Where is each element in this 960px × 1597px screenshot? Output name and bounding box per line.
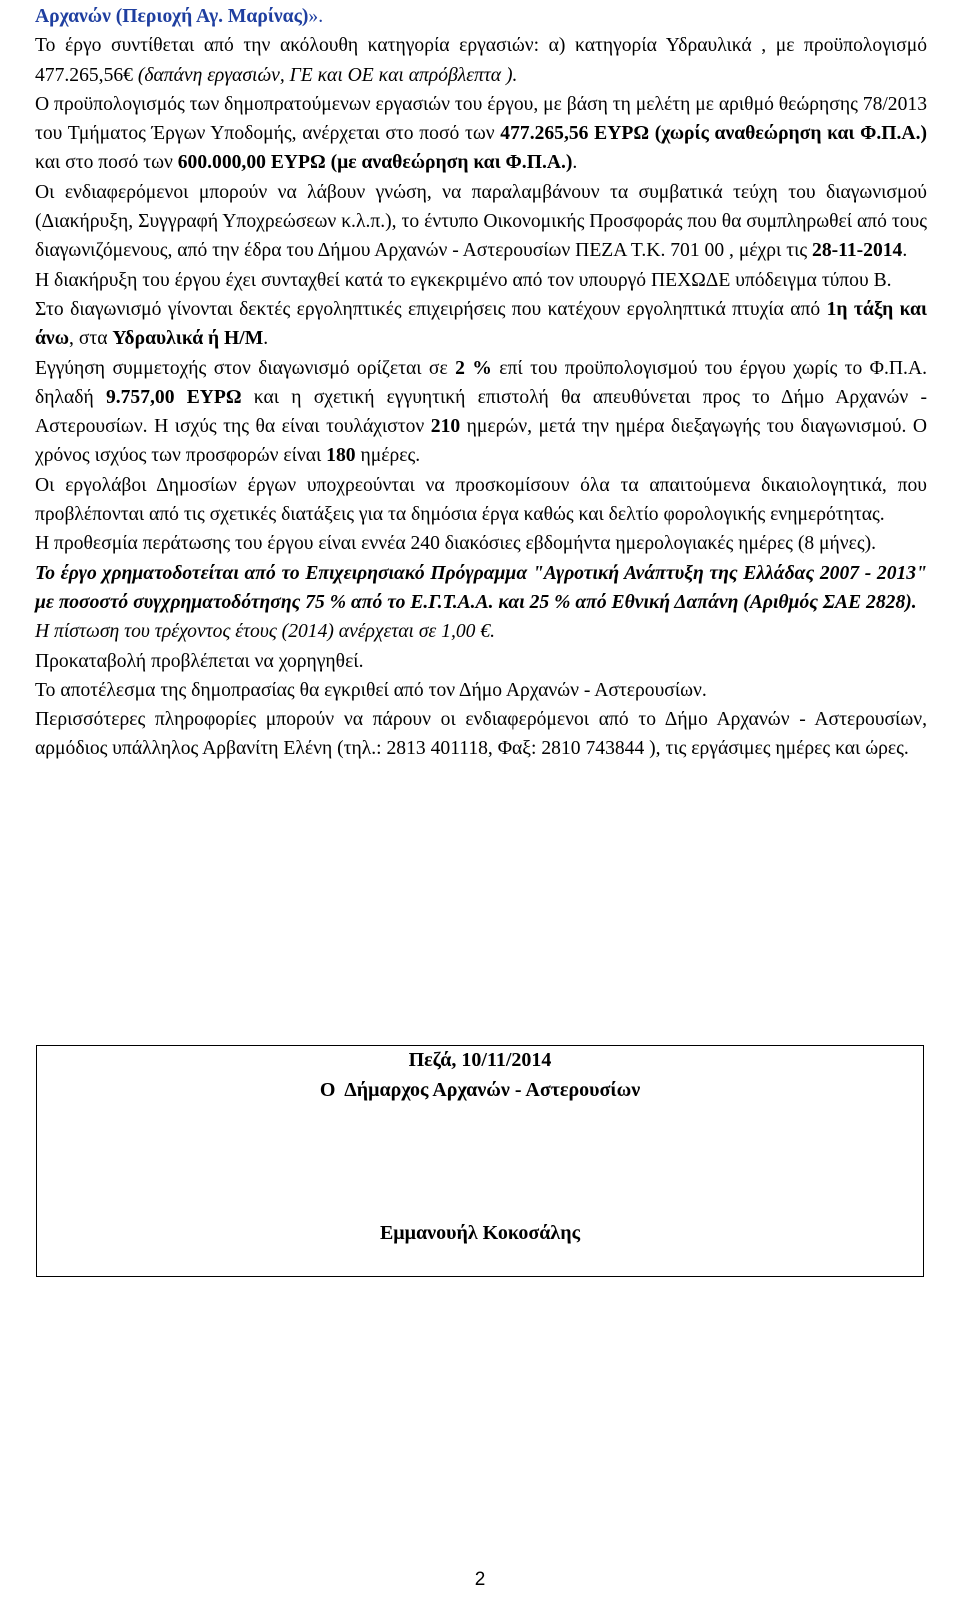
offer-validity-days: 180 xyxy=(326,445,356,467)
paragraph-category xyxy=(35,31,927,90)
paragraph-declaration xyxy=(35,266,927,295)
advance-text: Προκαταβολή προβλέπεται να χορηγηθεί. xyxy=(35,650,364,672)
paragraph-documents xyxy=(35,178,927,266)
eligibility-class: 1η τάξη και άνω xyxy=(35,298,927,350)
signature-place-date: Πεζά, 10/11/2014 xyxy=(408,1049,552,1071)
paragraph-guarantee xyxy=(35,354,927,471)
declaration-text: Η διακήρυξη του έργου έχει συνταχθεί κατά το εγκεκριμένο από τον υπουργό ΠΕΧΩΔΕ υπόδειγμα τύπου Β. xyxy=(35,269,892,291)
guarantee-percent: 2 % xyxy=(455,357,492,379)
guarantee-text-3: και η σχετική εγγυητική επιστολή θα απευθύνεται προς το Δήμο Αρχανών - Αστερουσίων. Η ισχύς της θα είναι τουλάχιστον xyxy=(35,386,928,438)
deadline-text: Η προθεσμία περάτωσης του έργου είναι εννέα 240 διακόσιες εβδομήντα ημερολογιακές ημέρες (8 μήνες). xyxy=(35,533,877,555)
paragraph-budget xyxy=(35,90,927,178)
paragraph-eligibility xyxy=(35,295,927,354)
eligibility-text-mid: , στα xyxy=(69,328,113,350)
guarantee-text-4: ημερών, μετά την ημέρα διεξαγωγής του διαγωνισμού. Ο χρόνος ισχύος των προσφορών είναι xyxy=(35,416,928,467)
signature-name: Εμμανουήλ Κοκοσάλης xyxy=(379,1222,581,1244)
eligibility-text-end: . xyxy=(263,328,269,350)
paragraph-info xyxy=(35,705,927,764)
guarantee-text-end: ημέρες. xyxy=(355,445,421,467)
paragraph-advance xyxy=(35,647,927,676)
eligibility-category: Υδραυλικά ή Η/Μ xyxy=(112,328,264,350)
signature-box xyxy=(36,1045,924,1277)
paragraph-credit xyxy=(35,617,927,646)
paragraph-location xyxy=(35,2,927,31)
contractors-text: Οι εργολάβοι Δημοσίων έργων υποχρεούνται να προσκομίσουν όλα τα απαιτούμενα δικαιολογητικά, που προβλέπονται από τις σχετικές διατάξεις για τα δημόσια έργα καθώς και δελτίο φορολογικής ενημερότητας. xyxy=(35,474,927,526)
documents-text: Οι ενδιαφερόμενοι μπορούν να λάβουν γνώση, να παραλαμβάνουν τα συμβατικά τεύχη του διαγωνισμού (Διακήρυξη, Συγγραφή Υποχρεώσεων κ.λ.π.), το έντυπο Οικονομικής Προσφοράς που θα συμπληρωθεί από τους διαγωνιζόμενους, από την έδρα του Δήμου Αρχανών - Αστερουσίων ΠΕΖΑ Τ.Κ. 701 00 , μέχρι τις xyxy=(35,181,927,262)
guarantee-text-2: επί του προϋπολογισμού του έργου χωρίς το Φ.Π.Α. δηλαδή xyxy=(35,357,927,408)
budget-amount-total: 600.000,00 ΕΥΡΩ (με αναθεώρηση και Φ.Π.Α.) xyxy=(177,152,573,174)
info-text: Περισσότερες πληροφορίες μπορούν να πάρουν οι ενδιαφερόμενοι από το Δήμο Αρχανών - Αστερουσίων, αρμόδιος υπάλληλος Αρβανίτη Ελένη (τηλ.: 2813 401118, Φαξ: 2810 743844 ), τις εργάσιμες ημέρες και ώρες. xyxy=(35,709,927,760)
category-text-italic: (δαπάνη εργασιών, ΓΕ και ΟΕ και απρόβλεπτα ). xyxy=(137,64,518,86)
paragraph-funding xyxy=(35,559,927,618)
category-text: Το έργο συντίθεται από την ακόλουθη κατηγορία εργασιών: α) κατηγορία Υδραυλικά , με προϋπολογισμό 477.265,56€ xyxy=(35,35,927,86)
guarantee-validity-days: 210 xyxy=(430,416,461,438)
eligibility-text: Στο διαγωνισμό γίνονται δεκτές εργοληπτικές επιχειρήσεις που κατέχουν εργοληπτικά πτυχία από xyxy=(35,298,827,320)
page-number: 2 xyxy=(474,1569,486,1590)
document-body xyxy=(35,2,927,764)
funding-text: Το έργο χρηματοδοτείται από το Επιχειρησιακό Πρόγραμμα "Αγροτική Ανάπτυξη της Ελλάδας 2007 - 2013" με ποσοστό συγχρηματοδότησης 75 % από το Ε.Γ.Τ.Α.Α. και 25 % από Εθνική Δαπάνη (Αριθμός ΣΑΕ 2828). xyxy=(35,562,927,613)
signature-role: Ο Δήμαρχος Αρχανών - Αστερουσίων xyxy=(319,1079,641,1101)
guarantee-text: Εγγύηση συμμετοχής στον διαγωνισμό ορίζεται σε xyxy=(35,357,456,379)
documents-text-end: . xyxy=(902,240,908,262)
guarantee-amount: 9.757,00 ΕΥΡΩ xyxy=(105,386,242,408)
location-text: Αρχανών (Περιοχή Αγ. Μαρίνας) xyxy=(35,6,309,27)
paragraph-deadline xyxy=(35,529,927,558)
location-text-end: ». xyxy=(308,6,324,27)
budget-amount-net: 477.265,56 ΕΥΡΩ (χωρίς αναθεώρηση και Φ.Π.Α.) xyxy=(500,123,927,145)
paragraph-result xyxy=(35,676,927,705)
credit-text: Η πίστωση του τρέχοντος έτους (2014) ανέρχεται σε 1,00 €. xyxy=(35,621,496,643)
budget-text-end: . xyxy=(572,152,578,174)
budget-text: Ο προϋπολογισμός των δημοπρατούμενων εργασιών του έργου, με βάση τη μελέτη με αριθμό θεώρησης 78/2013 του Τμήματος Έργων Υποδομής, ανέρχεται στο ποσό των xyxy=(35,93,927,145)
paragraph-contractors xyxy=(35,471,927,530)
budget-text-mid: και στο ποσό των xyxy=(35,152,178,174)
result-text: Το αποτέλεσμα της δημοπρασίας θα εγκριθεί από τον Δήμο Αρχανών - Αστερουσίων. xyxy=(35,679,707,701)
documents-deadline: 28-11-2014 xyxy=(812,240,903,262)
